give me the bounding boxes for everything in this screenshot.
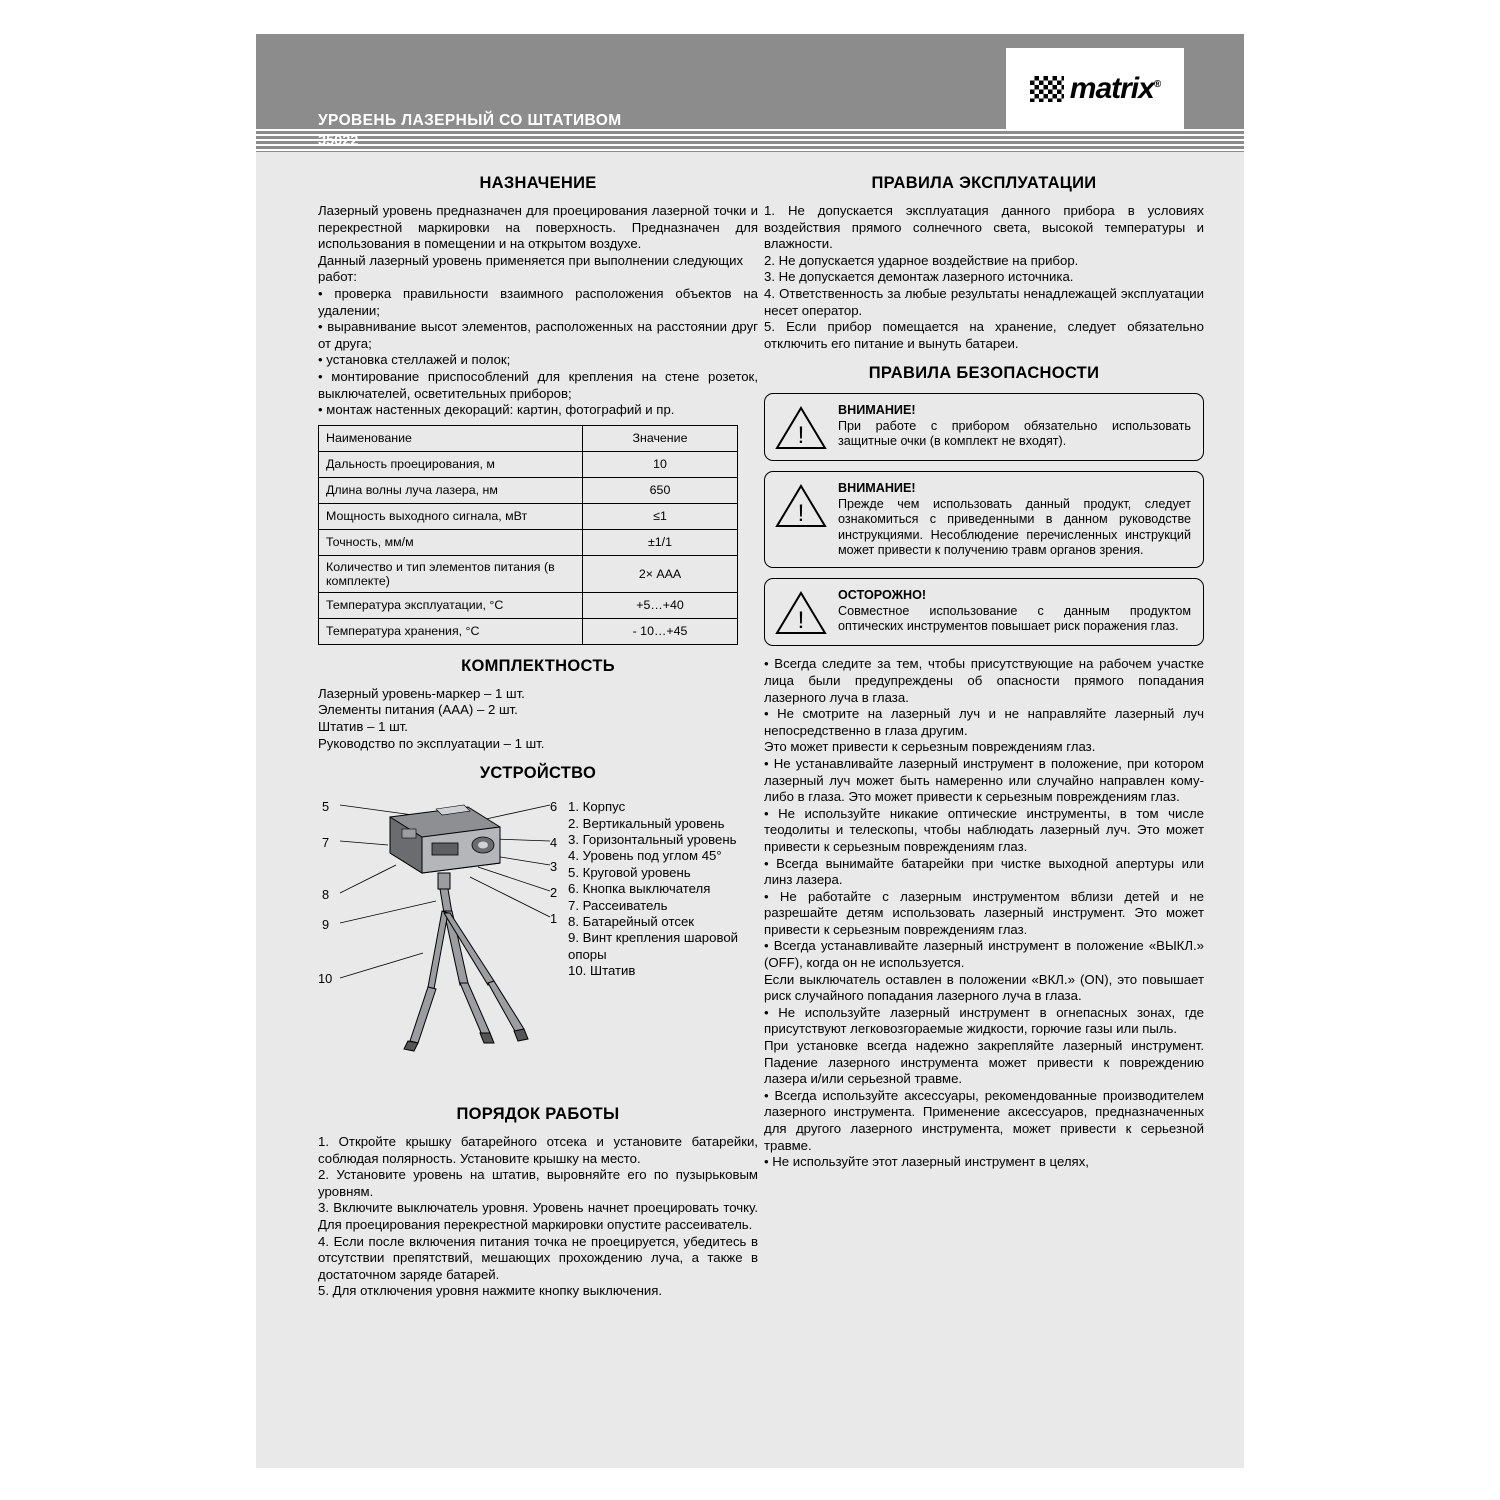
- callout-number: 8: [322, 887, 330, 903]
- safety-bullet: • Не используйте этот лазерный инструмент в целях,: [764, 1154, 1089, 1170]
- registered-mark: ®: [1153, 79, 1161, 90]
- brand-name: matrix®: [1069, 72, 1161, 105]
- svg-text:!: !: [797, 422, 805, 450]
- safety-bullet: • Всегда следите за тем, чтобы присутствующие на рабочем участке лица были предупреждены об опасности прямого попадания лазерного луча в глаза.: [764, 656, 1204, 705]
- safety-bullet: Это может привести к серьезным повреждениям глаз.: [764, 739, 1096, 755]
- spec-value: ≤1: [583, 503, 738, 529]
- device-part: 9. Винт крепления шаровой опоры: [568, 930, 739, 962]
- rule-item: 2. Не допускается ударное воздействие на прибор.: [764, 252, 1079, 268]
- purpose-paragraph-2: Данный лазерный уровень применяется при выполнении следующих работ:: [318, 252, 744, 285]
- heading-purpose: НАЗНАЧЕНИЕ: [479, 174, 597, 192]
- set-item: Руководство по эксплуатации – 1 шт.: [318, 735, 545, 751]
- svg-text:!: !: [797, 500, 805, 528]
- spec-name: Количество и тип элементов питания (в комплекте): [319, 555, 583, 592]
- content-columns: [256, 152, 1244, 1468]
- callout-number: 7: [322, 835, 330, 851]
- safety-bullet: • Не используйте никакие оптические инструменты, в том числе теодолиты и телескопы, чтобы наблюдать лазерный луч. Это может привести к серьезным повреждениям глаз.: [764, 805, 1204, 854]
- device-part: 6. Кнопка выключателя: [568, 881, 711, 897]
- safety-bullet: • Не используйте лазерный инструмент в огнепасных зонах, где присутствуют легковозгораемые жидкости, горючие газы или пыль.: [764, 1004, 1204, 1037]
- device-part: 2. Вертикальный уровень: [568, 815, 725, 831]
- spec-name: Точность, мм/м: [319, 529, 583, 555]
- warning-title: ВНИМАНИЕ!: [838, 403, 916, 418]
- purpose-item: • проверка правильности взаимного расположения объектов на удалении;: [318, 285, 758, 318]
- warning-text: [838, 403, 1191, 449]
- heading-order: ПОРЯДОК РАБОТЫ: [456, 1105, 620, 1124]
- warning-text: [838, 481, 1191, 558]
- spec-value: 2× ААА: [583, 555, 738, 592]
- spec-value: +5…+40: [583, 592, 738, 618]
- table-row: [319, 529, 738, 555]
- table-header-row: [319, 425, 738, 451]
- spec-name: Длина волны луча лазера, нм: [319, 477, 583, 503]
- safety-bullet: • Не устанавливайте лазерный инструмент в положение, при котором лазерный луч может быть намеренно или случайно направлен кому-либо в глаза. Это может привести к серьезным повреждениям глаз.: [764, 755, 1204, 805]
- caution-title: ОСТОРОЖНО!: [838, 588, 927, 603]
- callout-number: 3: [550, 859, 558, 875]
- safety-bullets: [764, 656, 1204, 1170]
- caution-text: [838, 588, 1191, 634]
- document-title: УРОВЕНЬ ЛАЗЕРНЫЙ СО ШТАТИВОМ: [318, 112, 622, 129]
- order-item: 3. Включите выключатель уровня. Уровень начнет проецировать точку. Для проецирования перекрестной маркировки опустите рассеиватель.: [318, 1200, 758, 1233]
- manual-sheet: [256, 34, 1244, 1468]
- safety-bullet: • Не работайте с лазерным инструментом вблизи детей и не разрешайте детям использовать лазерный инструмент. Это может привести к серьезным повреждениям глаз.: [764, 888, 1204, 937]
- device-part: 5. Круговой уровень: [568, 864, 691, 880]
- table-header-value: Значение: [583, 425, 738, 451]
- set-item: Лазерный уровень-маркер – 1 шт.: [318, 685, 525, 701]
- right-column: [764, 162, 1204, 1171]
- device-part: 10. Штатив: [568, 963, 636, 979]
- warning-triangle-icon: [775, 405, 827, 451]
- warning-triangle-icon: [775, 590, 827, 636]
- device-part: 3. Горизонтальный уровень: [568, 831, 737, 847]
- safety-bullet: • Всегда устанавливайте лазерный инструмент в положение «ВЫКЛ.» (OFF), когда он не используется.: [764, 938, 1204, 971]
- spec-name: Температура хранения, °С: [319, 618, 583, 644]
- spec-name: Мощность выходного сигнала, мВт: [319, 503, 583, 529]
- heading-set: КОМПЛЕКТНОСТЬ: [461, 656, 615, 675]
- table-row: [319, 477, 738, 503]
- spec-value: 10: [583, 451, 738, 477]
- callout-number: 1: [550, 911, 558, 927]
- warning-triangle-icon: [775, 483, 827, 529]
- spec-name: Дальность проецирования, м: [319, 451, 583, 477]
- table-row: [319, 451, 738, 477]
- purpose-item: • монтирование приспособлений для крепления на стене розеток, выключателей, осветительных приборов;: [318, 368, 758, 401]
- document-model: 35022: [318, 133, 359, 149]
- spec-name: Температура эксплуатации, °С: [319, 592, 583, 618]
- specification-table: [318, 425, 738, 645]
- document-header: [256, 34, 1244, 152]
- spec-value: 650: [583, 477, 738, 503]
- left-column: [318, 162, 758, 1300]
- order-item: 4. Если после включения питания точка не проецируется, убедитесь в отсутствии препятствий, мешающих прохождению луча, а также в достаточном заряде батарей.: [318, 1233, 758, 1282]
- safety-bullet: • Всегда используйте аксессуары, рекомендованные производителем лазерного инструмента. Применение аксессуаров, предназначенных для другого лазерного инструмента, может привести к серьезной травме.: [764, 1087, 1204, 1153]
- warning-body: Прежде чем использовать данный продукт, следует ознакомиться с приведенными в данном руководстве инструкциями. Несоблюдение перечисленных инструкций может привести к получению травм органов зрения.: [838, 496, 1191, 557]
- order-item: 2. Установите уровень на штатив, выровняйте его по пузырьковым уровням.: [318, 1167, 758, 1199]
- safety-bullet: При установке всегда надежно закрепляйте лазерный инструмент. Падение лазерного инструмента может привести к повреждению лазера и/или серьезной травме.: [764, 1038, 1204, 1087]
- device-part: 8. Батарейный отсек: [568, 913, 695, 929]
- warning-box: [764, 471, 1204, 568]
- callout-number: 5: [322, 799, 330, 815]
- device-parts-list: [568, 799, 758, 979]
- callout-number: 2: [550, 885, 558, 901]
- spec-value: - 10…+45: [583, 618, 738, 644]
- callout-number: 6: [550, 799, 558, 815]
- device-part: 1. Корпус: [568, 799, 626, 815]
- table-header-name: Наименование: [319, 425, 583, 451]
- rule-item: 1. Не допускается эксплуатация данного прибора в условиях воздействия прямого солнечного света, высокой температуры и влажности.: [764, 203, 1204, 252]
- caution-body: Совместное использование с данным продуктом оптических инструментов повышает риск поражения глаз.: [838, 603, 1191, 634]
- purpose-item: • монтаж настенных декораций: картин, фотографий и пр.: [318, 402, 675, 418]
- heading-device: УСТРОЙСТВО: [479, 764, 597, 783]
- table-row: [319, 555, 738, 592]
- heading-rules: ПРАВИЛА ЭКСПЛУАТАЦИИ: [871, 174, 1097, 192]
- laser-level-illustration: [318, 793, 568, 1083]
- header-title-block: [318, 112, 622, 149]
- purpose-item: • установка стеллажей и полок;: [318, 352, 511, 368]
- warning-title: ВНИМАНИЕ!: [838, 481, 916, 496]
- brand-logo: [1006, 48, 1184, 130]
- checker-icon: [1030, 76, 1064, 102]
- set-item: Штатив – 1 шт.: [318, 718, 408, 734]
- warning-body: При работе с прибором обязательно использовать защитные очки (в комплект не входят).: [838, 418, 1191, 449]
- caution-box: [764, 578, 1204, 646]
- rule-item: 4. Ответственность за любые результаты ненадлежащей эксплуатации несет оператор.: [764, 285, 1204, 318]
- table-row: [319, 592, 738, 618]
- callout-number: 9: [322, 917, 330, 933]
- spec-value: ±1/1: [583, 529, 738, 555]
- device-part: 4. Уровень под углом 45°: [568, 848, 722, 864]
- purpose-item: • выравнивание высот элементов, расположенных на расстоянии друг от друга;: [318, 319, 758, 351]
- table-row: [319, 503, 738, 529]
- safety-bullet: • Всегда вынимайте батарейки при чистке выходной апертуры или линз лазера.: [764, 855, 1204, 888]
- order-item: 1. Откройте крышку батарейного отсека и установите батарейки, соблюдая полярность. Установите крышку на место.: [318, 1134, 758, 1166]
- safety-bullet: • Не смотрите на лазерный луч и не направляйте лазерный луч непосредственно в глаза другим.: [764, 706, 1204, 738]
- heading-safety: ПРАВИЛА БЕЗОПАСНОСТИ: [868, 364, 1100, 383]
- warning-box: [764, 393, 1204, 461]
- safety-bullet: Если выключатель оставлен в положении «ВКЛ.» (ON), это повышает риск случайного попадания лазерного луча в глаза.: [764, 971, 1204, 1004]
- callout-number: 4: [550, 835, 558, 851]
- rule-item: 3. Не допускается демонтаж лазерного источника.: [764, 269, 1074, 285]
- svg-text:!: !: [797, 607, 805, 635]
- order-item: 5. Для отключения уровня нажмите кнопку выключения.: [318, 1283, 663, 1299]
- callout-number: 10: [318, 971, 333, 987]
- purpose-paragraph-1: Лазерный уровень предназначен для проецирования лазерной точки и перекрестной маркировки на поверхность. Предназначен для использования в помещении и на открытом воздухе.: [318, 203, 758, 252]
- table-row: [319, 618, 738, 644]
- rule-item: 5. Если прибор помещается на хранение, следует обязательно отключить его питание и вынуть батареи.: [764, 319, 1204, 351]
- device-part: 7. Рассеиватель: [568, 897, 668, 913]
- device-diagram: [318, 793, 758, 1093]
- set-item: Элементы питания (ААА) – 2 шт.: [318, 702, 518, 718]
